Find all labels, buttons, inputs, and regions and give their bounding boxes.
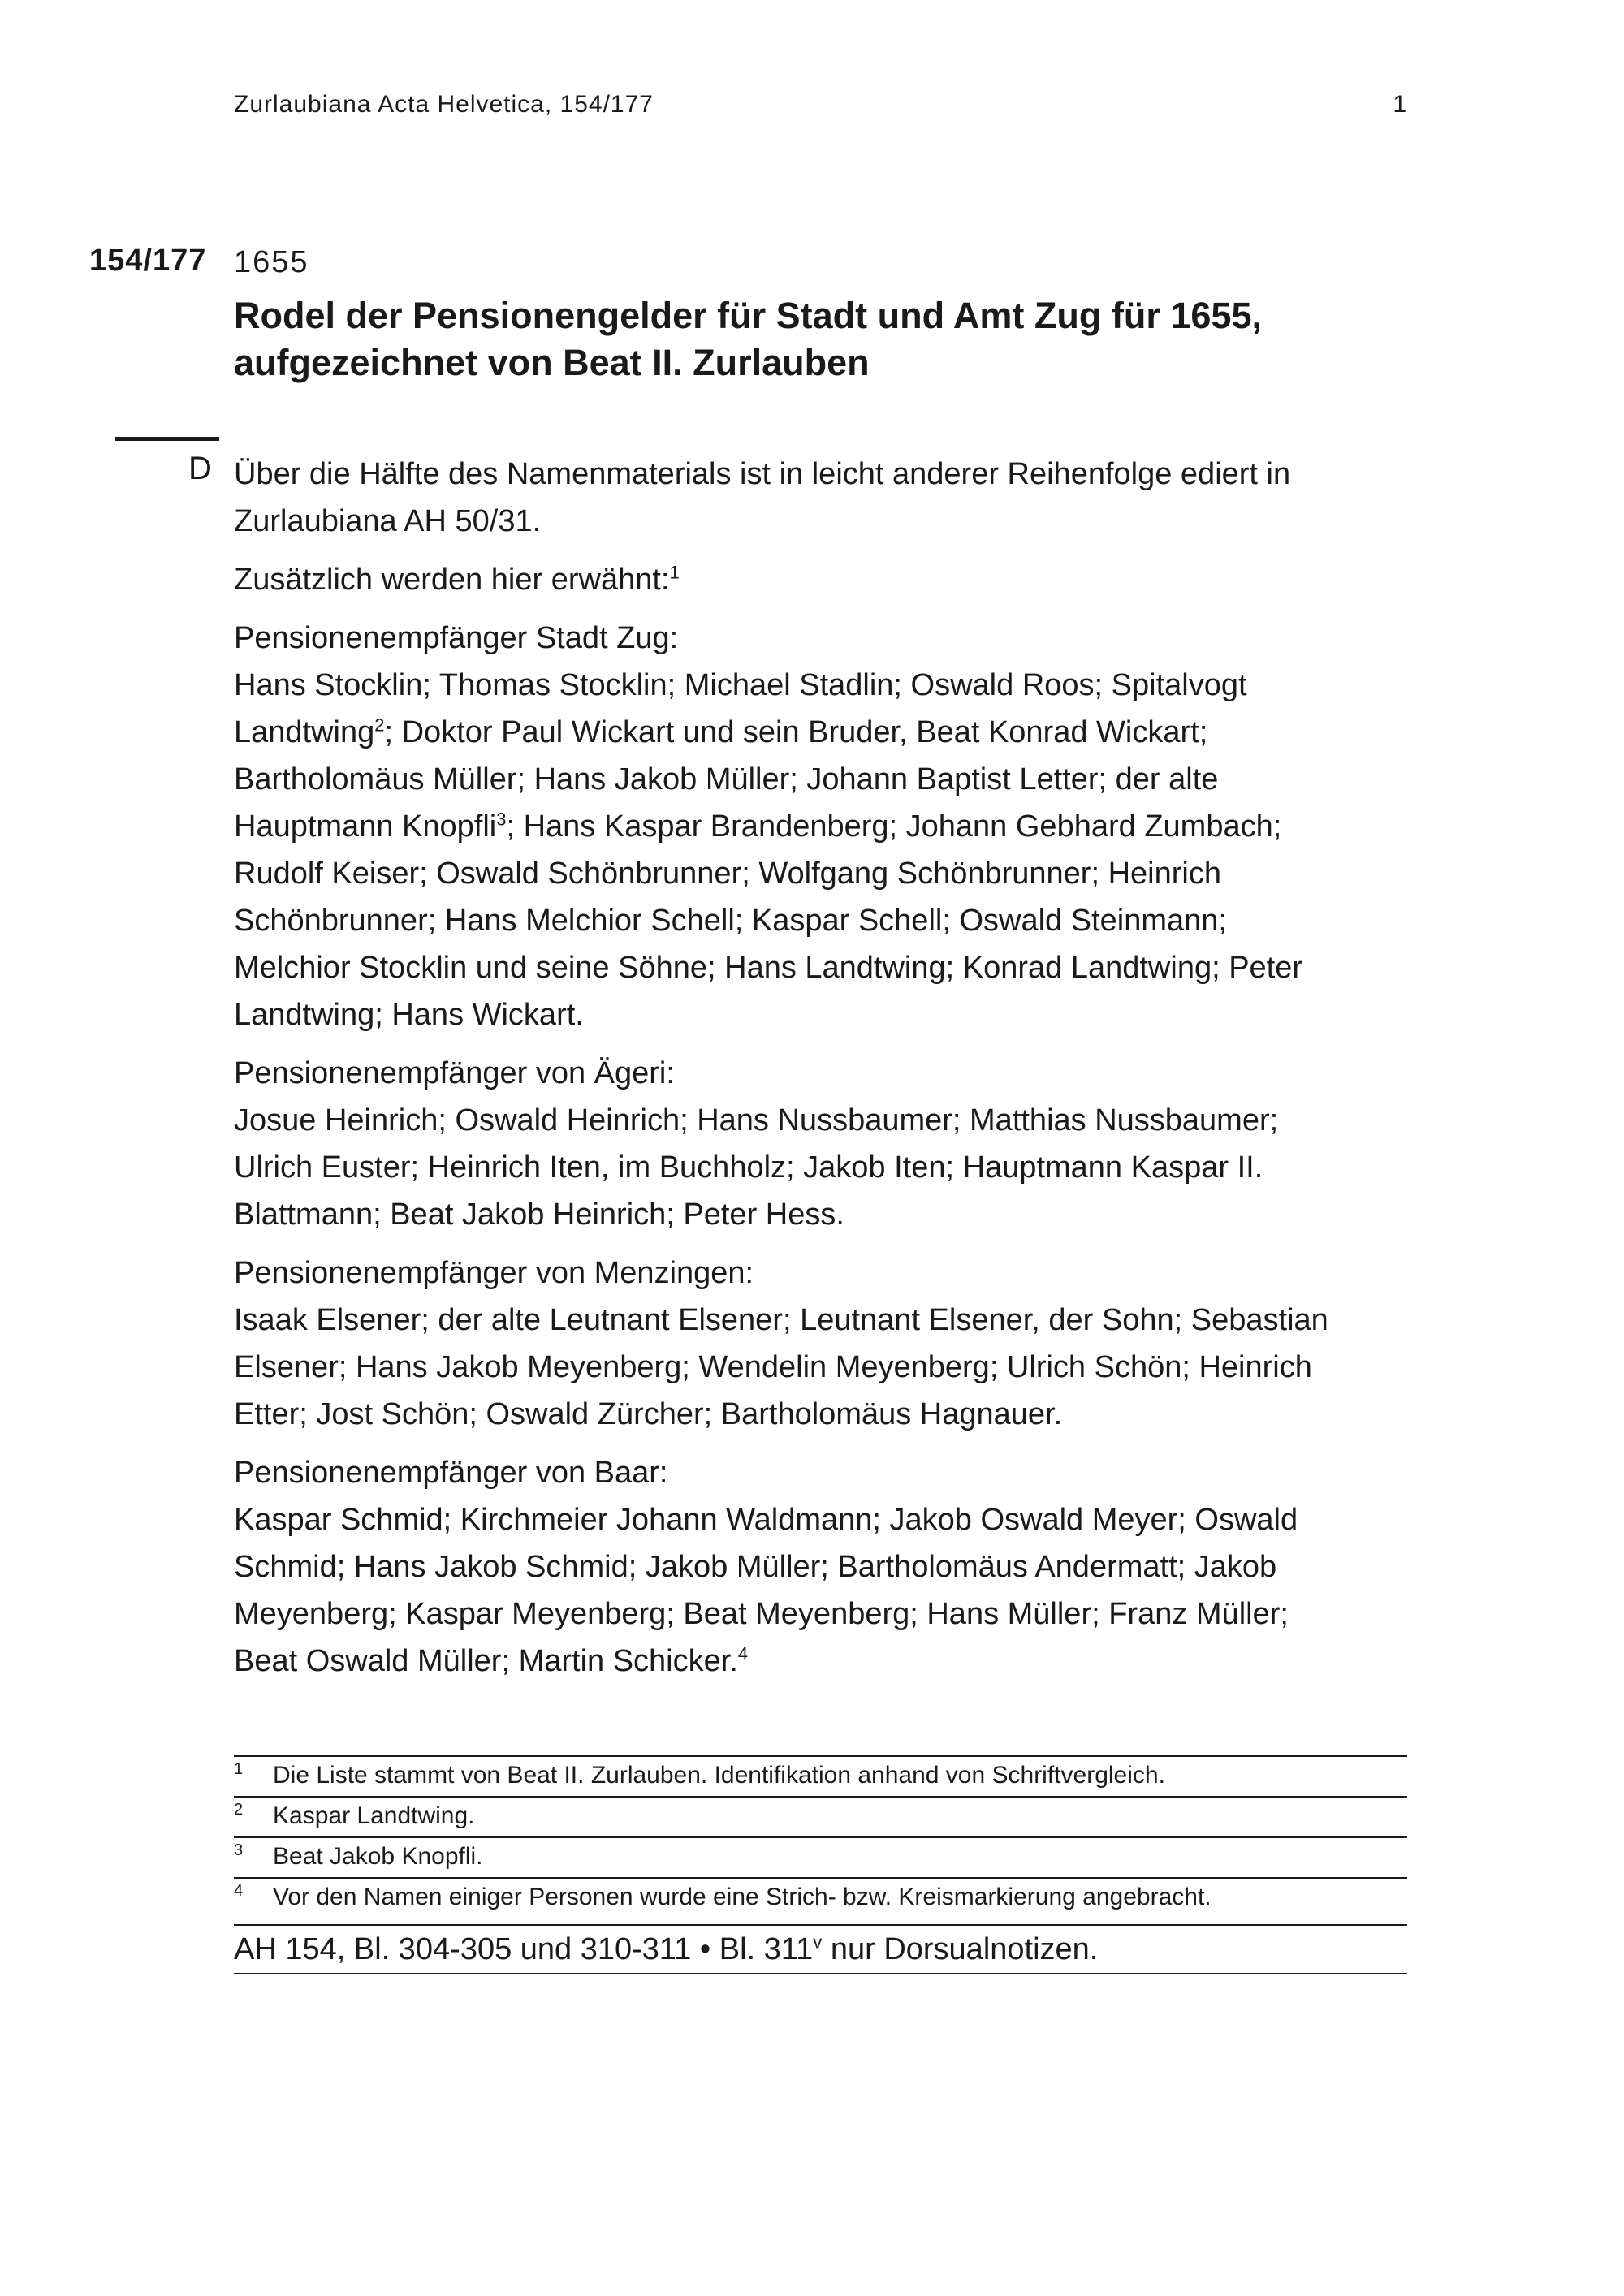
footnote-ref-1[interactable]: 1 [669, 562, 680, 583]
menzingen-heading: Pensionenempfänger von Menzingen: [234, 1256, 754, 1290]
stadt-zug-line: Melchior Stocklin und seine Söhne; Hans Landtwing; Konrad Landtwing; Peter [234, 951, 1303, 985]
footnote-text: Kaspar Landtwing. [273, 1802, 475, 1829]
aegeri-heading: Pensionenempfänger von Ägeri: [234, 1056, 675, 1090]
stadt-zug-line: Hans Stocklin; Thomas Stocklin; Michael Stadlin; Oswald Roos; Spitalvogt [234, 668, 1247, 702]
document-title [234, 292, 1407, 386]
footnote-ref-2[interactable]: 2 [374, 714, 385, 736]
stadt-zug-line [234, 803, 1407, 850]
main-text [234, 451, 1407, 1696]
stadt-zug-text: Landtwing [234, 715, 375, 749]
section-divider [115, 437, 219, 441]
baar-text: Beat Oswald Müller; Martin Schicker. [234, 1644, 738, 1678]
stadt-zug-text: ; Doktor Paul Wickart und sein Bruder, Beat Konrad Wickart; [384, 715, 1208, 749]
stadt-zug-line: Schönbrunner; Hans Melchior Schell; Kaspar Schell; Oswald Steinmann; [234, 904, 1227, 938]
source-reference [234, 1924, 1407, 1974]
menzingen-line: Elsener; Hans Jakob Meyenberg; Wendelin Meyenberg; Ulrich Schön; Heinrich [234, 1350, 1312, 1384]
footnote-number: 4 [234, 1882, 244, 1900]
menzingen-line: Isaak Elsener; der alte Leutnant Elsener; Leutnant Elsener, der Sohn; Sebastian [234, 1303, 1328, 1337]
stadt-zug-text: ; Hans Kaspar Brandenberg; Johann Gebhard Zumbach; [506, 809, 1282, 844]
footnote-number: 3 [234, 1841, 244, 1859]
running-title: Zurlaubiana Acta Helvetica, 154/177 [234, 91, 654, 118]
aegeri-line: Ulrich Euster; Heinrich Iten, im Buchholz; Jakob Iten; Hauptmann Kaspar II. [234, 1150, 1263, 1185]
additional-text: Zusätzlich werden hier erwähnt: [234, 563, 670, 597]
title-line-1: Rodel der Pensionengelder für Stadt und Amt Zug für 1655, [234, 295, 1262, 336]
stadt-zug-line [234, 709, 1407, 756]
d-marker: D [188, 451, 212, 486]
footnote-text: Die Liste stammt von Beat II. Zurlauben. Identifikation anhand von Schriftvergleich. [273, 1762, 1165, 1789]
stadt-zug-line: Bartholomäus Müller; Hans Jakob Müller; Johann Baptist Letter; der alte [234, 762, 1219, 796]
source-superscript: v [813, 1931, 823, 1953]
baar-heading: Pensionenempfänger von Baar: [234, 1456, 668, 1490]
footnote-4 [234, 1877, 1407, 1918]
aegeri-paragraph [234, 1050, 1407, 1238]
footnote-3 [234, 1836, 1407, 1877]
footnote-text: Vor den Namen einiger Personen wurde eine Strich- bzw. Kreismarkierung angebracht. [273, 1884, 1212, 1910]
footnote-number: 2 [234, 1801, 244, 1819]
baar-paragraph [234, 1449, 1407, 1685]
source-text: AH 154, Bl. 304-305 und 310-311 • Bl. 311 [234, 1932, 814, 1966]
footnote-number: 1 [234, 1760, 244, 1778]
footnote-2 [234, 1796, 1407, 1836]
document-number: 154/177 [89, 244, 207, 278]
footnote-text: Beat Jakob Knopfli. [273, 1843, 483, 1870]
intro-line-2: Zurlaubiana AH 50/31. [234, 504, 542, 538]
menzingen-line: Etter; Jost Schön; Oswald Zürcher; Bartholomäus Hagnauer. [234, 1397, 1063, 1431]
footnote-ref-4[interactable]: 4 [737, 1643, 749, 1664]
menzingen-paragraph [234, 1249, 1407, 1438]
aegeri-line: Josue Heinrich; Oswald Heinrich; Hans Nussbaumer; Matthias Nussbaumer; [234, 1103, 1279, 1137]
source-text-end: nur Dorsualnotizen. [822, 1932, 1099, 1966]
footnotes [234, 1755, 1407, 1974]
stadt-zug-text: Hauptmann Knopfli [234, 809, 497, 844]
baar-line: Schmid; Hans Jakob Schmid; Jakob Müller; Bartholomäus Andermatt; Jakob [234, 1550, 1277, 1584]
footnote-1 [234, 1755, 1407, 1796]
baar-line [234, 1638, 1407, 1685]
intro-paragraph [234, 451, 1407, 545]
running-header [234, 91, 1407, 119]
baar-line: Kaspar Schmid; Kirchmeier Johann Waldmann; Jakob Oswald Meyer; Oswald [234, 1503, 1298, 1537]
footnote-ref-3[interactable]: 3 [496, 809, 507, 830]
intro-line-1: Über die Hälfte des Namenmaterials ist in leicht anderer Reihenfolge ediert in [234, 457, 1291, 491]
document-year: 1655 [234, 245, 309, 279]
stadt-zug-line: Landtwing; Hans Wickart. [234, 998, 584, 1032]
stadt-zug-heading: Pensionenempfänger Stadt Zug: [234, 621, 679, 655]
aegeri-line: Blattmann; Beat Jakob Heinrich; Peter Hess. [234, 1198, 844, 1232]
title-line-2: aufgezeichnet von Beat II. Zurlauben [234, 342, 870, 383]
stadt-zug-paragraph [234, 615, 1407, 1038]
baar-line: Meyenberg; Kaspar Meyenberg; Beat Meyenberg; Hans Müller; Franz Müller; [234, 1597, 1289, 1631]
stadt-zug-line: Rudolf Keiser; Oswald Schönbrunner; Wolfgang Schönbrunner; Heinrich [234, 857, 1221, 891]
additional-paragraph [234, 556, 1407, 603]
page-number: 1 [1393, 91, 1407, 118]
